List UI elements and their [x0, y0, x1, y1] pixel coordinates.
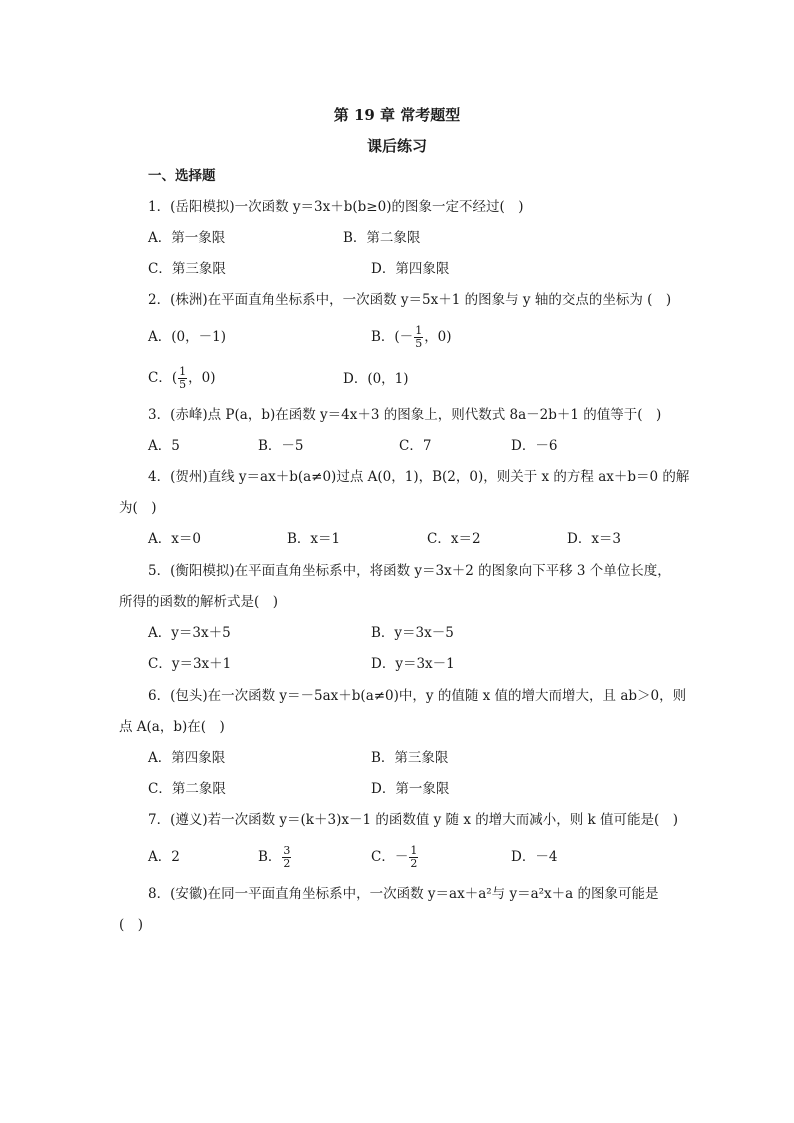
question-7-stem: 7．(遵义)若一次函数 y＝(k＋3)x－1 的函数值 y 随 x 的增大而减小，则 k 值可能是( ) — [148, 812, 679, 828]
question-7-option-c-label: C．－ — [371, 849, 409, 865]
fraction-three-halves: $\frac{3}{2}$ — [283, 843, 291, 870]
question-2-option-c-tail: ，0) — [188, 370, 216, 386]
question-4-stem-continued: 为( ) — [119, 500, 157, 516]
question-5-option-d: D．y＝3x－1 — [371, 656, 455, 672]
question-2-option-b-label: B．(－ — [371, 329, 414, 345]
question-6-option-a: A．第四象限 — [148, 750, 226, 766]
question-2-option-b — [371, 320, 452, 354]
question-6-option-b: B．第三象限 — [371, 750, 449, 766]
question-8-stem: 8．(安徽)在同一平面直角坐标系中，一次函数 y＝ax＋a²与 y＝a²x＋a 的图象可能是 — [148, 886, 659, 902]
question-5-stem: 5．(衡阳模拟)在平面直角坐标系中，将函数 y＝3x＋2 的图象向下平移 3 个单位长度， — [148, 563, 671, 579]
fraction-one-half: $\frac{1}{2}$ — [410, 843, 418, 870]
question-4-option-c: C．x＝2 — [427, 531, 481, 547]
fraction-one-fifth: $\frac{1}{5}$ — [179, 364, 187, 391]
chapter-title: 第 19 章 常考题型 — [333, 106, 461, 124]
question-7-option-c — [371, 840, 419, 874]
question-2-option-c — [148, 361, 215, 395]
question-1-option-d: D．第四象限 — [371, 261, 450, 277]
question-3-stem: 3．(赤峰)点 P(a，b)在函数 y＝4x＋3 的图象上，则代数式 8a－2b＋1 的值等于( ) — [148, 407, 662, 423]
question-5-option-c: C．y＝3x＋1 — [148, 656, 232, 672]
question-4-option-a: A．x＝0 — [148, 531, 201, 547]
question-7-option-b — [258, 840, 292, 874]
question-1-option-c: C．第三象限 — [148, 261, 226, 277]
worksheet-subtitle: 课后练习 — [366, 137, 427, 155]
question-4-option-b: B．x＝1 — [287, 531, 341, 547]
question-7-option-b-label: B． — [258, 849, 282, 865]
question-1-option-a: A．第一象限 — [148, 230, 226, 246]
question-6-option-c: C．第二象限 — [148, 781, 226, 797]
question-5-stem-continued: 所得的函数的解析式是( ) — [119, 594, 279, 610]
section-heading: 一、选择题 — [148, 168, 216, 184]
question-8-stem-continued: ( ) — [119, 917, 144, 933]
question-5-option-a: A．y＝3x＋5 — [148, 625, 231, 641]
question-2-option-d: D．(0，1) — [343, 371, 409, 387]
question-1-option-b: B．第二象限 — [343, 230, 421, 246]
question-3-option-a: A．5 — [148, 438, 180, 454]
question-6-stem: 6．(包头)在一次函数 y＝－5ax＋b(a≠0)中，y 的值随 x 值的增大而增大，且 ab＞0，则 — [148, 688, 687, 704]
question-7-option-d: D．－4 — [511, 849, 558, 865]
question-4-option-d: D．x＝3 — [567, 531, 622, 547]
question-6-stem-continued: 点 A(a，b)在( ) — [119, 719, 225, 735]
question-6-option-d: D．第一象限 — [371, 781, 450, 797]
question-3-option-b: B．－5 — [258, 438, 304, 454]
fraction-one-fifth: $\frac{1}{5}$ — [415, 323, 423, 350]
question-2-stem: 2．(株洲)在平面直角坐标系中，一次函数 y＝5x＋1 的图象与 y 轴的交点的坐标为 ( ) — [148, 292, 672, 308]
question-2-option-b-tail: ，0) — [424, 329, 452, 345]
question-3-option-c: C．7 — [399, 438, 432, 454]
question-2-option-a: A．(0，－1) — [148, 329, 226, 345]
question-7-option-a: A．2 — [148, 849, 180, 865]
question-4-stem: 4．(贺州)直线 y＝ax＋b(a≠0)过点 A(0，1)，B(2，0)，则关于 x 的方程 ax＋b＝0 的解 — [148, 469, 690, 485]
question-3-option-d: D．－6 — [511, 438, 558, 454]
question-1-stem: 1．(岳阳模拟)一次函数 y＝3x＋b(b≥0)的图象一定不经过( ) — [148, 199, 524, 215]
question-2-option-c-label: C．( — [148, 370, 178, 386]
question-5-option-b: B．y＝3x－5 — [371, 625, 454, 641]
